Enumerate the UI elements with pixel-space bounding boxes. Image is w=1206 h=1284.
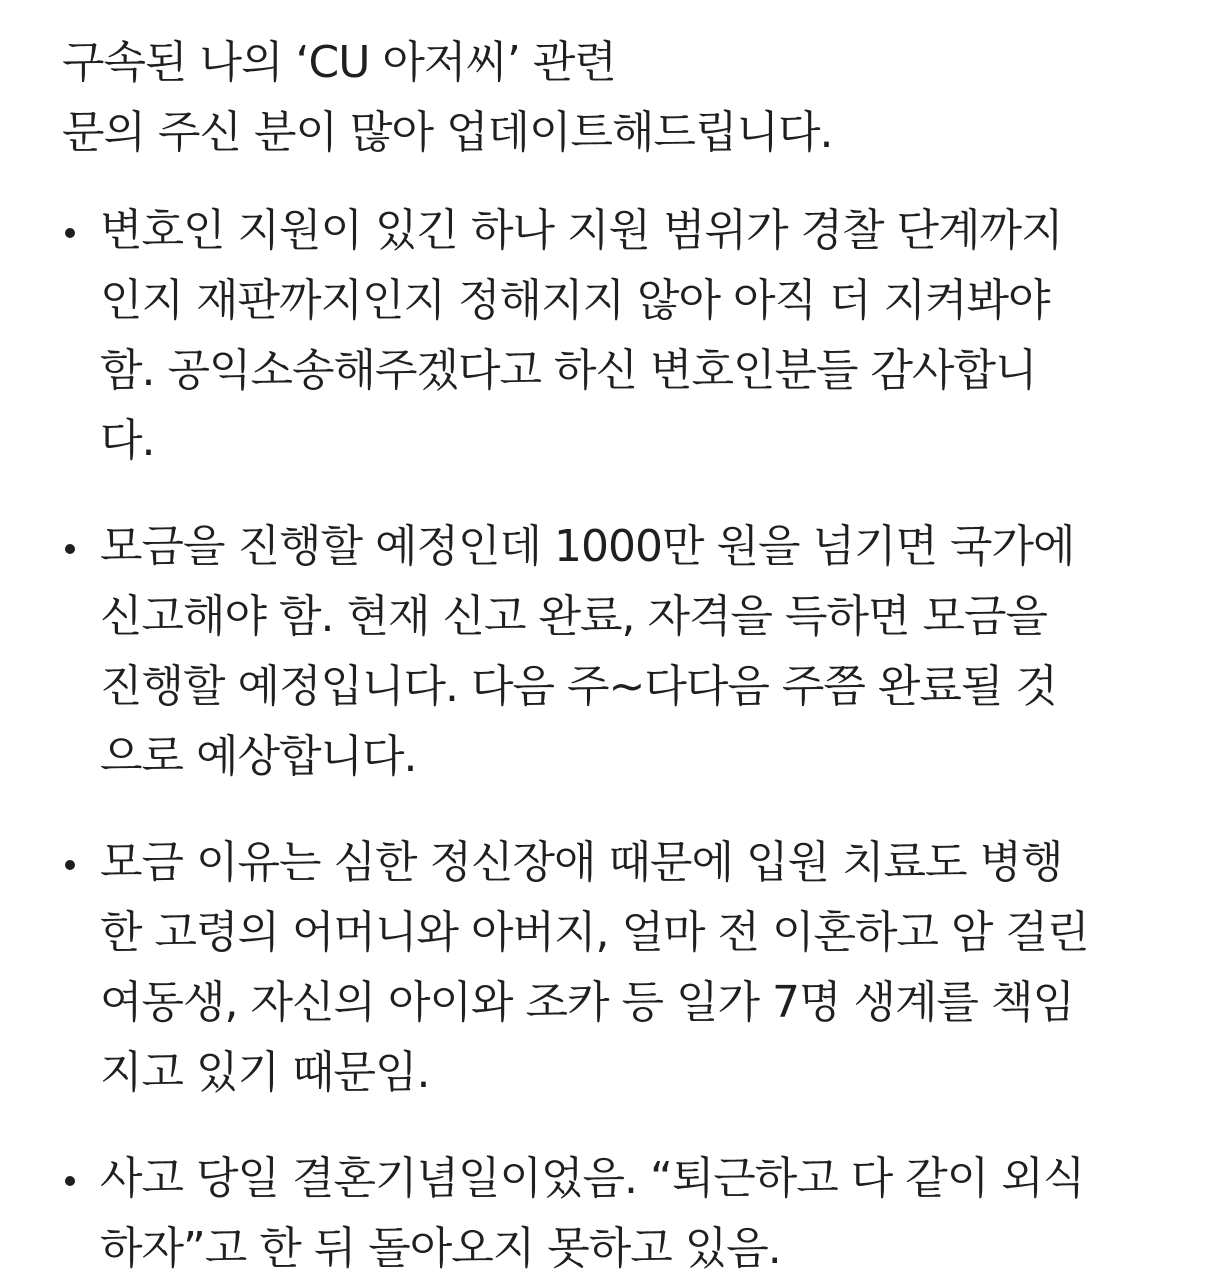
bullet-icon [65,860,75,870]
bullet-line: 으로 예상합니다. [100,731,417,782]
bullet-list [0,196,1206,1284]
bullet-icon [65,544,75,554]
bullet-icon [65,228,75,238]
intro-paragraph [62,28,1162,168]
list-item [0,512,1206,792]
bullet-line: 한 고령의 어머니와 아버지, 얼마 전 이혼하고 암 걸린 [100,907,1089,958]
bullet-line: 모금을 진행할 예정인데 1000만 원을 넘기면 국가에 [100,521,1075,572]
bullet-text [100,1144,1180,1284]
bullet-line: 진행할 예정입니다. 다음 주~다다음 주쯤 완료될 것 [100,661,1057,712]
bullet-line: 변호인 지원이 있긴 하나 지원 범위가 경찰 단계까지 [100,205,1063,256]
list-item [0,1144,1206,1284]
bullet-text [100,512,1180,792]
bullet-line: 신고해야 함. 현재 신고 완료, 자격을 득하면 모금을 [100,591,1047,642]
bullet-line: 다. [100,415,155,466]
intro-line: 구속된 나의 ‘CU 아저씨’ 관련 [62,37,616,88]
intro-line: 문의 주신 분이 많아 업데이트해드립니다. [62,107,833,158]
bullet-line: 하자”고 한 뒤 돌아오지 못하고 있음. [100,1223,781,1274]
bullet-icon [65,1176,75,1186]
list-item [0,196,1206,476]
bullet-line: 함. 공익소송해주겠다고 하신 변호인분들 감사합니 [100,345,1037,396]
bullet-text [100,196,1180,476]
bullet-line: 사고 당일 결혼기념일이었음. “퇴근하고 다 같이 외식 [100,1153,1085,1204]
bullet-text [100,828,1180,1108]
list-item [0,828,1206,1108]
bullet-line: 모금 이유는 심한 정신장애 때문에 입원 치료도 병행 [100,837,1063,888]
bullet-line: 인지 재판까지인지 정해지지 않아 아직 더 지켜봐야 [100,275,1050,326]
bullet-line: 지고 있기 때문임. [100,1047,430,1098]
bullet-line: 여동생, 자신의 아이와 조카 등 일가 7명 생계를 책임 [100,977,1074,1028]
